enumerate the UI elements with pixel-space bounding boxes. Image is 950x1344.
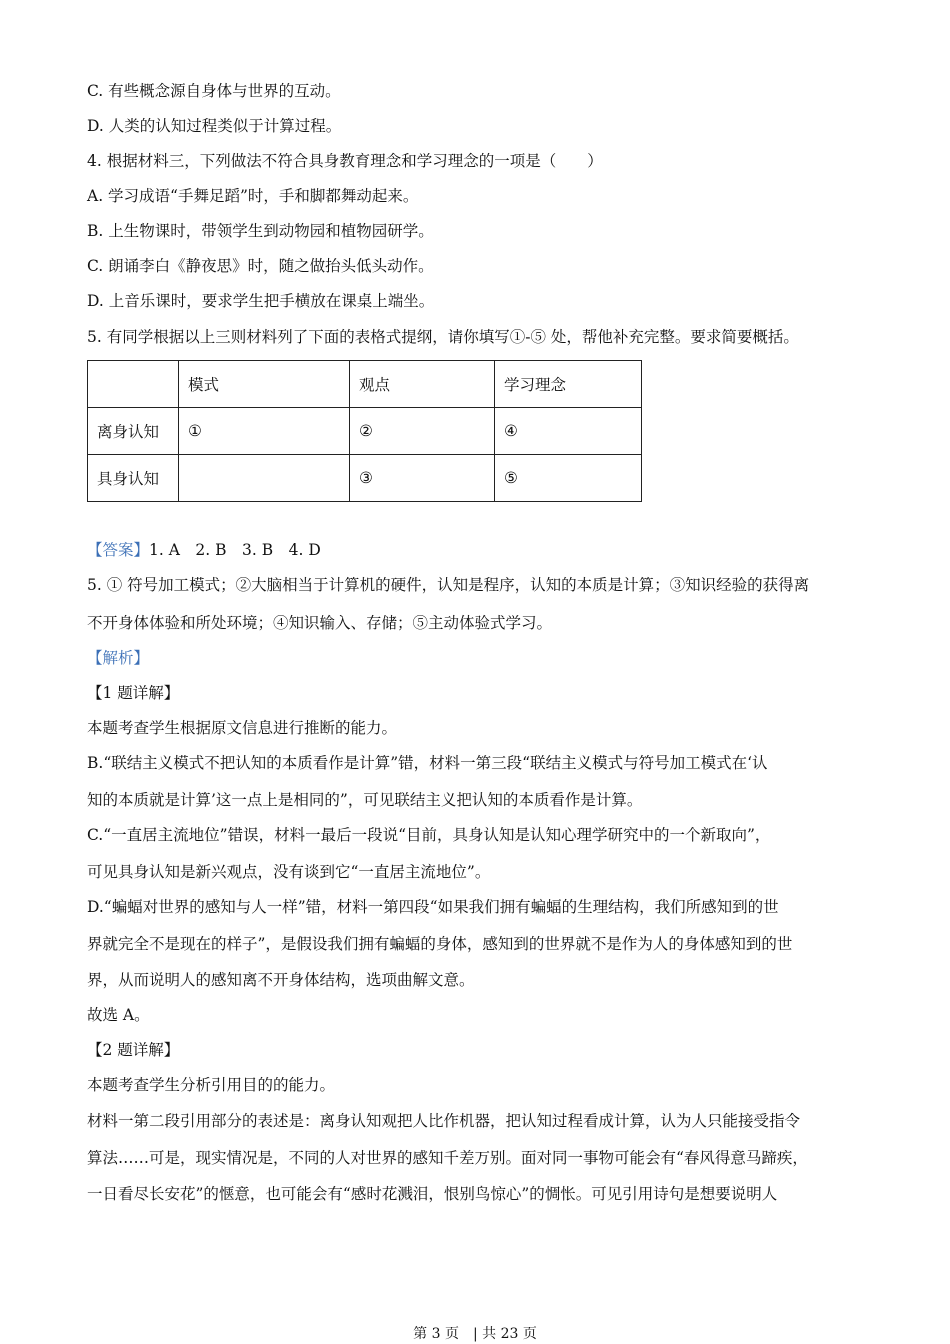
table-header-cell: 模式 <box>179 361 350 408</box>
option-d-q4: D. 上音乐课时，要求学生把手横放在课桌上端坐。 <box>87 292 435 310</box>
table-cell <box>179 455 350 502</box>
body-text: 可见具身认知是新兴观点，没有谈到它“一直居主流地位”。 <box>87 863 491 881</box>
option-c-q4: C. 朗诵李白《静夜思》时，随之做抬头低头动作。 <box>87 257 434 275</box>
answer-5-line: 5. ① 符号加工模式；②大脑相当于计算机的硬件，认知是程序，认知的本质是计算；③知识经验的获得离 <box>87 576 810 594</box>
body-text: B.“联结主义模式不把认知的本质看作是计算”错，材料一第三段“联结主义模式与符号加工模式在‘认 <box>87 754 768 772</box>
body-text: 一日看尽长安花”的惬意，也可能会有“感时花溅泪，恨别鸟惊心”的惆怅。可见引用诗句是想要说明人 <box>87 1185 778 1203</box>
body-text: 知的本质就是计算’这一点上是相同的”，可见联结主义把认知的本质看作是计算。 <box>87 791 643 809</box>
body-text: 界就完全不是现在的样子”，是假设我们拥有蝙蝠的身体，感知到的世界就不是作为人的身体感知到的世 <box>87 935 793 953</box>
body-text: 材料一第二段引用部分的表述是：离身认知观把人比作机器，把认知过程看成计算，认为人只能接受指令 <box>87 1112 801 1130</box>
answer-line <box>87 539 880 561</box>
table-header-row <box>88 361 642 408</box>
table-cell: ⑤ <box>495 455 642 502</box>
table-row <box>88 455 642 502</box>
option-a-q4: A. 学习成语“手舞足蹈”时，手和脚都舞动起来。 <box>87 187 419 205</box>
body-text: 本题考查学生根据原文信息进行推断的能力。 <box>87 719 398 737</box>
table-cell: ① <box>179 408 350 455</box>
option-c-q3: C. 有些概念源自身体与世界的互动。 <box>87 82 341 100</box>
option-d-q3: D. 人类的认知过程类似于计算过程。 <box>87 117 342 135</box>
table-row <box>88 408 642 455</box>
table-header-cell: 学习理念 <box>495 361 642 408</box>
question-5: 5. 有同学根据以上三则材料列了下面的表格式提纲，请你填写①-⑤ 处，帮他补充完整。要求简要概括。 <box>87 328 799 346</box>
answer-5-line: 不开身体体验和所处环境；④知识输入、存储；⑤主动体验式学习。 <box>87 614 553 632</box>
outline-table <box>87 360 642 502</box>
body-text: 算法……可是，现实情况是，不同的人对世界的感知千差万别。面对同一事物可能会有“春风得意马蹄疾， <box>87 1149 808 1167</box>
table-header-cell: 观点 <box>350 361 495 408</box>
table-cell: ④ <box>495 408 642 455</box>
answer-label: 【答案】 <box>87 541 150 559</box>
option-b-q4: B. 上生物课时，带领学生到动物园和植物园研学。 <box>87 222 434 240</box>
body-text: 界，从而说明人的感知离不开身体结构，选项曲解文意。 <box>87 971 475 989</box>
analysis-label: 【解析】 <box>87 649 150 667</box>
answer-text: 1. A 2. B 3. B 4. D <box>149 541 321 559</box>
table-header-cell <box>88 361 179 408</box>
body-text: C.“一直居主流地位”错误，材料一最后一段说“目前，具身认知是认知心理学研究中的一个新取向”， <box>87 826 771 844</box>
subheading-q2: 【2 题详解】 <box>87 1041 180 1059</box>
table-cell: ③ <box>350 455 495 502</box>
table-cell: ② <box>350 408 495 455</box>
body-text: 故选 A。 <box>87 1006 150 1024</box>
question-4: 4. 根据材料三，下列做法不符合具身教育理念和学习理念的一项是（ ） <box>87 152 603 170</box>
table-cell: 具身认知 <box>88 455 179 502</box>
page-footer: 第 3 页 | 共 23 页 <box>413 1326 537 1342</box>
subheading-q1: 【1 题详解】 <box>87 684 180 702</box>
table-cell: 离身认知 <box>88 408 179 455</box>
body-text: 本题考查学生分析引用目的的能力。 <box>87 1076 336 1094</box>
body-text: D.“蝙蝠对世界的感知与人一样”错，材料一第四段“如果我们拥有蝙蝠的生理结构，我们所感知到的世 <box>87 898 779 916</box>
